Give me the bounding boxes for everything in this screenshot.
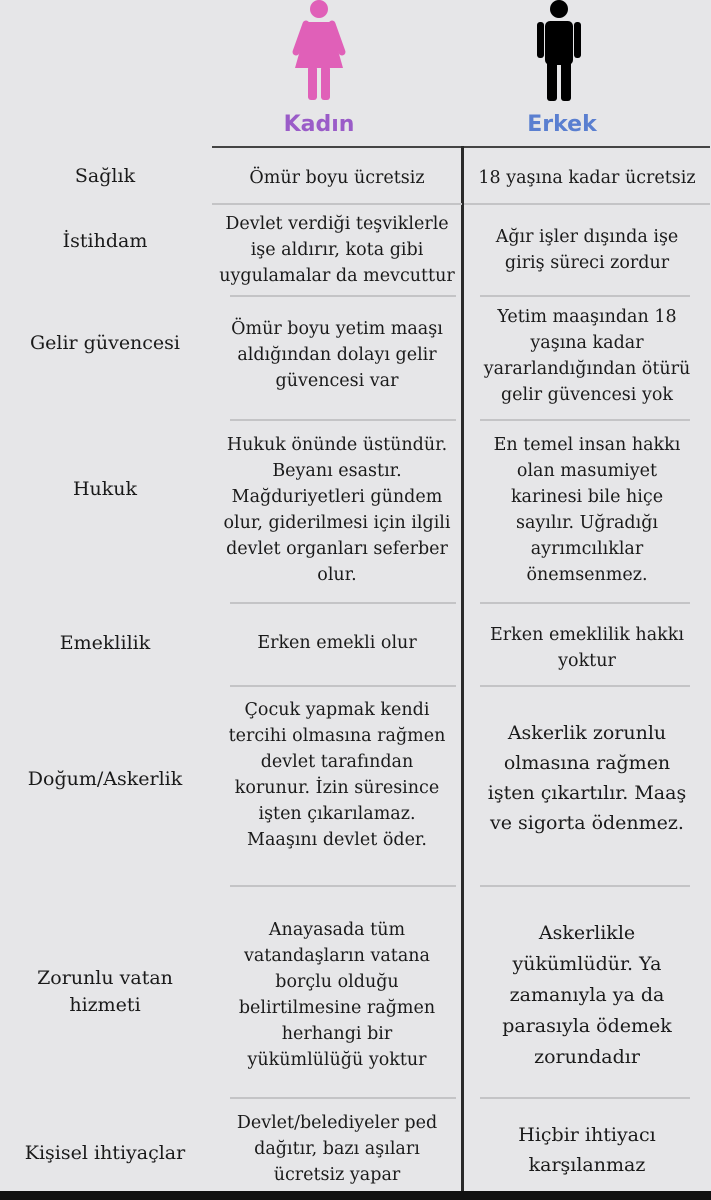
erkek-cell: Yetim maaşından 18 yaşına kadar yararlandığından ötürü gelir güvencesi yok	[483, 307, 691, 405]
category-label: Emeklilik	[59, 631, 151, 654]
erkek-cell: Askerlik zorunlu olmasına rağmen işten çıkartılır. Maaş ve sigorta ödenmez.	[487, 722, 687, 834]
kadin-cell: Devlet/belediyeler ped dağıtır, bazı aşıları ücretsiz yapar	[236, 1113, 438, 1185]
row-divider	[480, 602, 690, 604]
kadin-cell: Ömür boyu ücretsiz	[249, 167, 425, 188]
category-label: Sağlık	[74, 164, 136, 187]
erkek-cell: Askerlikle yükümlüdür. Ya zamanıyla ya da parasıyla ödemek zorundadır	[502, 921, 672, 1068]
row-divider	[230, 685, 456, 687]
column-header-erkek: Erkek	[527, 112, 597, 137]
row-divider	[230, 295, 456, 297]
kadin-cell: Devlet verdiği teşviklerle işe aldırır, kota gibi uygulamalar da mevcuttur	[219, 214, 455, 286]
female-icon	[288, 0, 350, 102]
kadin-cell: Ömür boyu yetim maaşı aldığından dolayı gelir güvencesi var	[231, 319, 443, 391]
row-divider	[480, 885, 690, 887]
erkek-cell: Hiçbir ihtiyacı karşılanmaz	[518, 1124, 656, 1176]
kadin-cell: Hukuk önünde üstündür. Beyanı esastır. Mağduriyetleri gündem olur, giderilmesi için ilgili devlet organları seferber olur.	[223, 435, 451, 585]
erkek-cell: En temel insan hakkı olan masumiyet karinesi bile hiçe sayılır. Uğradığı ayrımcılıklar önemsenmez.	[493, 435, 681, 585]
row-divider	[230, 419, 456, 421]
kadin-cell: Çocuk yapmak kendi tercihi olmasına rağmen devlet tarafından korunur. İzin süresince işten çıkarılamaz. Maaşını devlet öder.	[228, 700, 446, 850]
category-label: Hukuk	[72, 477, 138, 500]
male-icon	[536, 0, 582, 102]
row-divider	[480, 1097, 690, 1099]
bottom-edge	[0, 1191, 711, 1200]
erkek-cell: Erken emeklilik hakkı yoktur	[490, 625, 684, 671]
category-label: Zorunlu vatan hizmeti	[37, 967, 173, 1016]
row-divider	[230, 1097, 456, 1099]
row-divider	[480, 419, 690, 421]
erkek-cell: 18 yaşına kadar ücretsiz	[478, 167, 696, 188]
category-label: Gelir güvencesi	[29, 331, 181, 354]
category-label: İstihdam	[62, 229, 148, 252]
category-label: Kişisel ihtiyaçlar	[24, 1141, 186, 1164]
row-divider	[230, 885, 456, 887]
row-divider	[230, 602, 456, 604]
erkek-cell: Ağır işler dışında işe giriş süreci zordur	[495, 227, 679, 273]
category-label: Doğum/Askerlik	[27, 767, 183, 790]
row-divider	[480, 685, 690, 687]
column-header-kadin: Kadın	[283, 112, 355, 137]
kadin-cell: Erken emekli olur	[257, 633, 417, 653]
kadin-cell: Anayasada tüm vatandaşların vatana borçlu olduğu belirtilmesine rağmen herhangi bir yükümlülüğü yoktur	[238, 920, 436, 1070]
